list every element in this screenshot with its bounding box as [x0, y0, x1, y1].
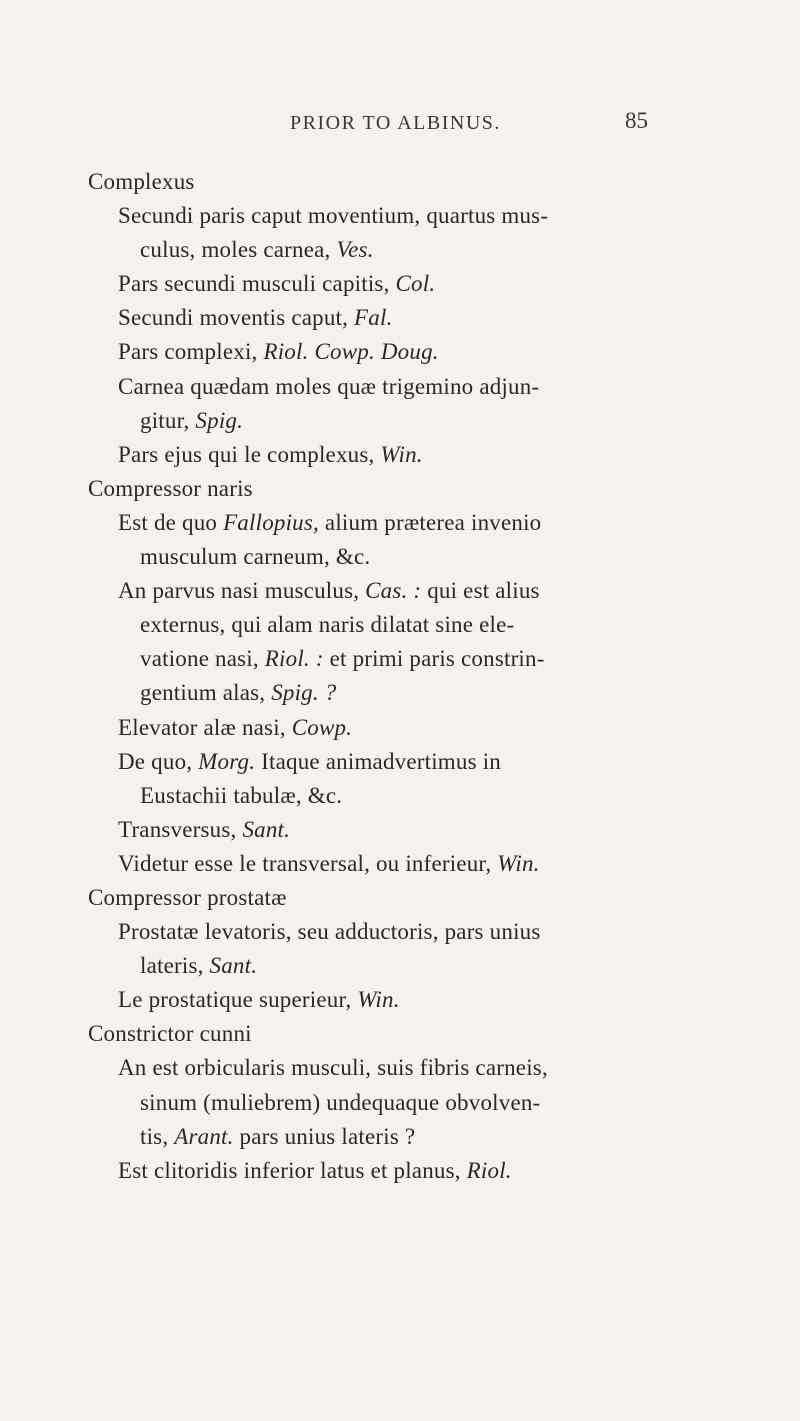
entry-line [88, 608, 768, 642]
entry-line [88, 540, 768, 574]
author-abbreviation: Riol. Cowp. Doug. [263, 339, 439, 365]
author-abbreviation: Win. [497, 850, 540, 876]
entry-line [88, 711, 768, 745]
line-text: Transversus, [118, 816, 243, 842]
line-text-continued: et primi paris constrin- [323, 646, 545, 672]
entry-line [88, 233, 768, 267]
author-abbreviation: Win. [357, 987, 400, 1013]
author-abbreviation: Ves. [336, 237, 374, 263]
entry-heading [88, 881, 768, 915]
line-text: Carnea quædam moles quæ trigemino adjun- [118, 373, 540, 399]
entry-heading [88, 165, 768, 199]
line-text: vatione nasi, [140, 646, 265, 672]
entry-line [88, 745, 768, 779]
line-text-continued: pars unius lateris ? [233, 1123, 416, 1149]
entry-line [88, 438, 768, 472]
line-text: Le prostatique superieur, [118, 987, 358, 1013]
entry-line [88, 335, 768, 369]
line-text: Complexus [88, 169, 195, 194]
line-text: Secundi moventis caput, [118, 305, 355, 331]
line-text: Constrictor cunni [88, 1021, 252, 1047]
author-abbreviation: Col. [395, 271, 436, 297]
author-abbreviation: Morg. [198, 748, 256, 774]
line-text: Eustachii tabulæ, &c. [140, 782, 343, 808]
line-text: gentium alas, [140, 680, 272, 706]
entry-line [88, 915, 768, 949]
entry-line [88, 847, 768, 881]
line-text: Pars secundi musculi capitis, [118, 271, 396, 297]
author-abbreviation: Cowp. [291, 714, 353, 740]
author-abbreviation: Sant. [209, 953, 258, 979]
line-text: Est clitoridis inferior latus et planus, [118, 1157, 467, 1183]
line-text: sinum (muliebrem) undequaque obvolven- [140, 1089, 541, 1115]
line-text: Est de quo [118, 509, 224, 535]
line-text: Elevator alæ nasi, [118, 714, 292, 740]
author-abbreviation: Sant. [242, 816, 291, 842]
entry-line [88, 1120, 768, 1154]
line-text: An est orbicularis musculi, suis fibris carneis, [118, 1055, 548, 1081]
entry-line [88, 983, 768, 1017]
running-title: PRIOR TO ALBINUS. [290, 112, 501, 134]
index-entries [88, 165, 768, 1188]
author-abbreviation: Win. [380, 441, 423, 467]
line-text: Secundi paris caput moventium, quartus mus- [118, 203, 549, 229]
line-text: Compressor naris [88, 475, 253, 501]
line-text: gitur, [140, 407, 196, 433]
entry-line [88, 1051, 768, 1085]
entry-line [88, 574, 768, 608]
entry-line [88, 676, 768, 710]
entry-line [88, 1154, 768, 1188]
author-abbreviation: Arant. [174, 1123, 234, 1149]
line-text: Pars ejus qui le complexus, [118, 441, 381, 467]
entry-line [88, 779, 768, 813]
page-number: 85 [625, 108, 648, 133]
author-abbreviation: Fal. [354, 305, 393, 331]
line-text: Videtur esse le transversal, ou inferieur, [118, 850, 498, 876]
line-text: lateris, [140, 953, 210, 979]
line-text: musculum carneum, &c. [140, 544, 371, 570]
entry-line [88, 949, 768, 983]
author-abbreviation: Riol. : [264, 646, 324, 672]
entry-heading [88, 1017, 768, 1051]
entry-line [88, 1086, 768, 1120]
line-text-continued: qui est alius [421, 578, 540, 604]
line-text: Pars complexi, [118, 339, 264, 365]
entry-line [88, 199, 768, 233]
author-abbreviation: Cas. : [365, 578, 422, 604]
line-text-continued: Itaque animadvertimus in [255, 748, 501, 774]
line-text-continued: alium præterea invenio [318, 509, 542, 535]
line-text: tis, [140, 1123, 175, 1149]
running-header [0, 108, 800, 142]
author-abbreviation: Spig. [195, 407, 244, 433]
line-text: Prostatæ levatoris, seu adductoris, pars unius [118, 919, 541, 945]
entry-line [88, 813, 768, 847]
line-text: Compressor prostatæ [88, 884, 287, 910]
entry-line [88, 506, 768, 540]
entry-line [88, 370, 768, 404]
entry-line [88, 642, 768, 676]
line-text: culus, moles carnea, [140, 237, 337, 263]
entry-line [88, 404, 768, 438]
line-text: externus, qui alam naris dilatat sine ele- [140, 612, 515, 638]
entry-line [88, 267, 768, 301]
line-text: An parvus nasi musculus, [118, 578, 366, 604]
author-abbreviation: Spig. ? [271, 680, 337, 706]
author-abbreviation: Riol. [466, 1157, 512, 1183]
entry-heading [88, 472, 768, 506]
author-abbreviation: Fallopius, [223, 509, 319, 535]
line-text: De quo, [118, 748, 199, 774]
entry-line [88, 301, 768, 335]
